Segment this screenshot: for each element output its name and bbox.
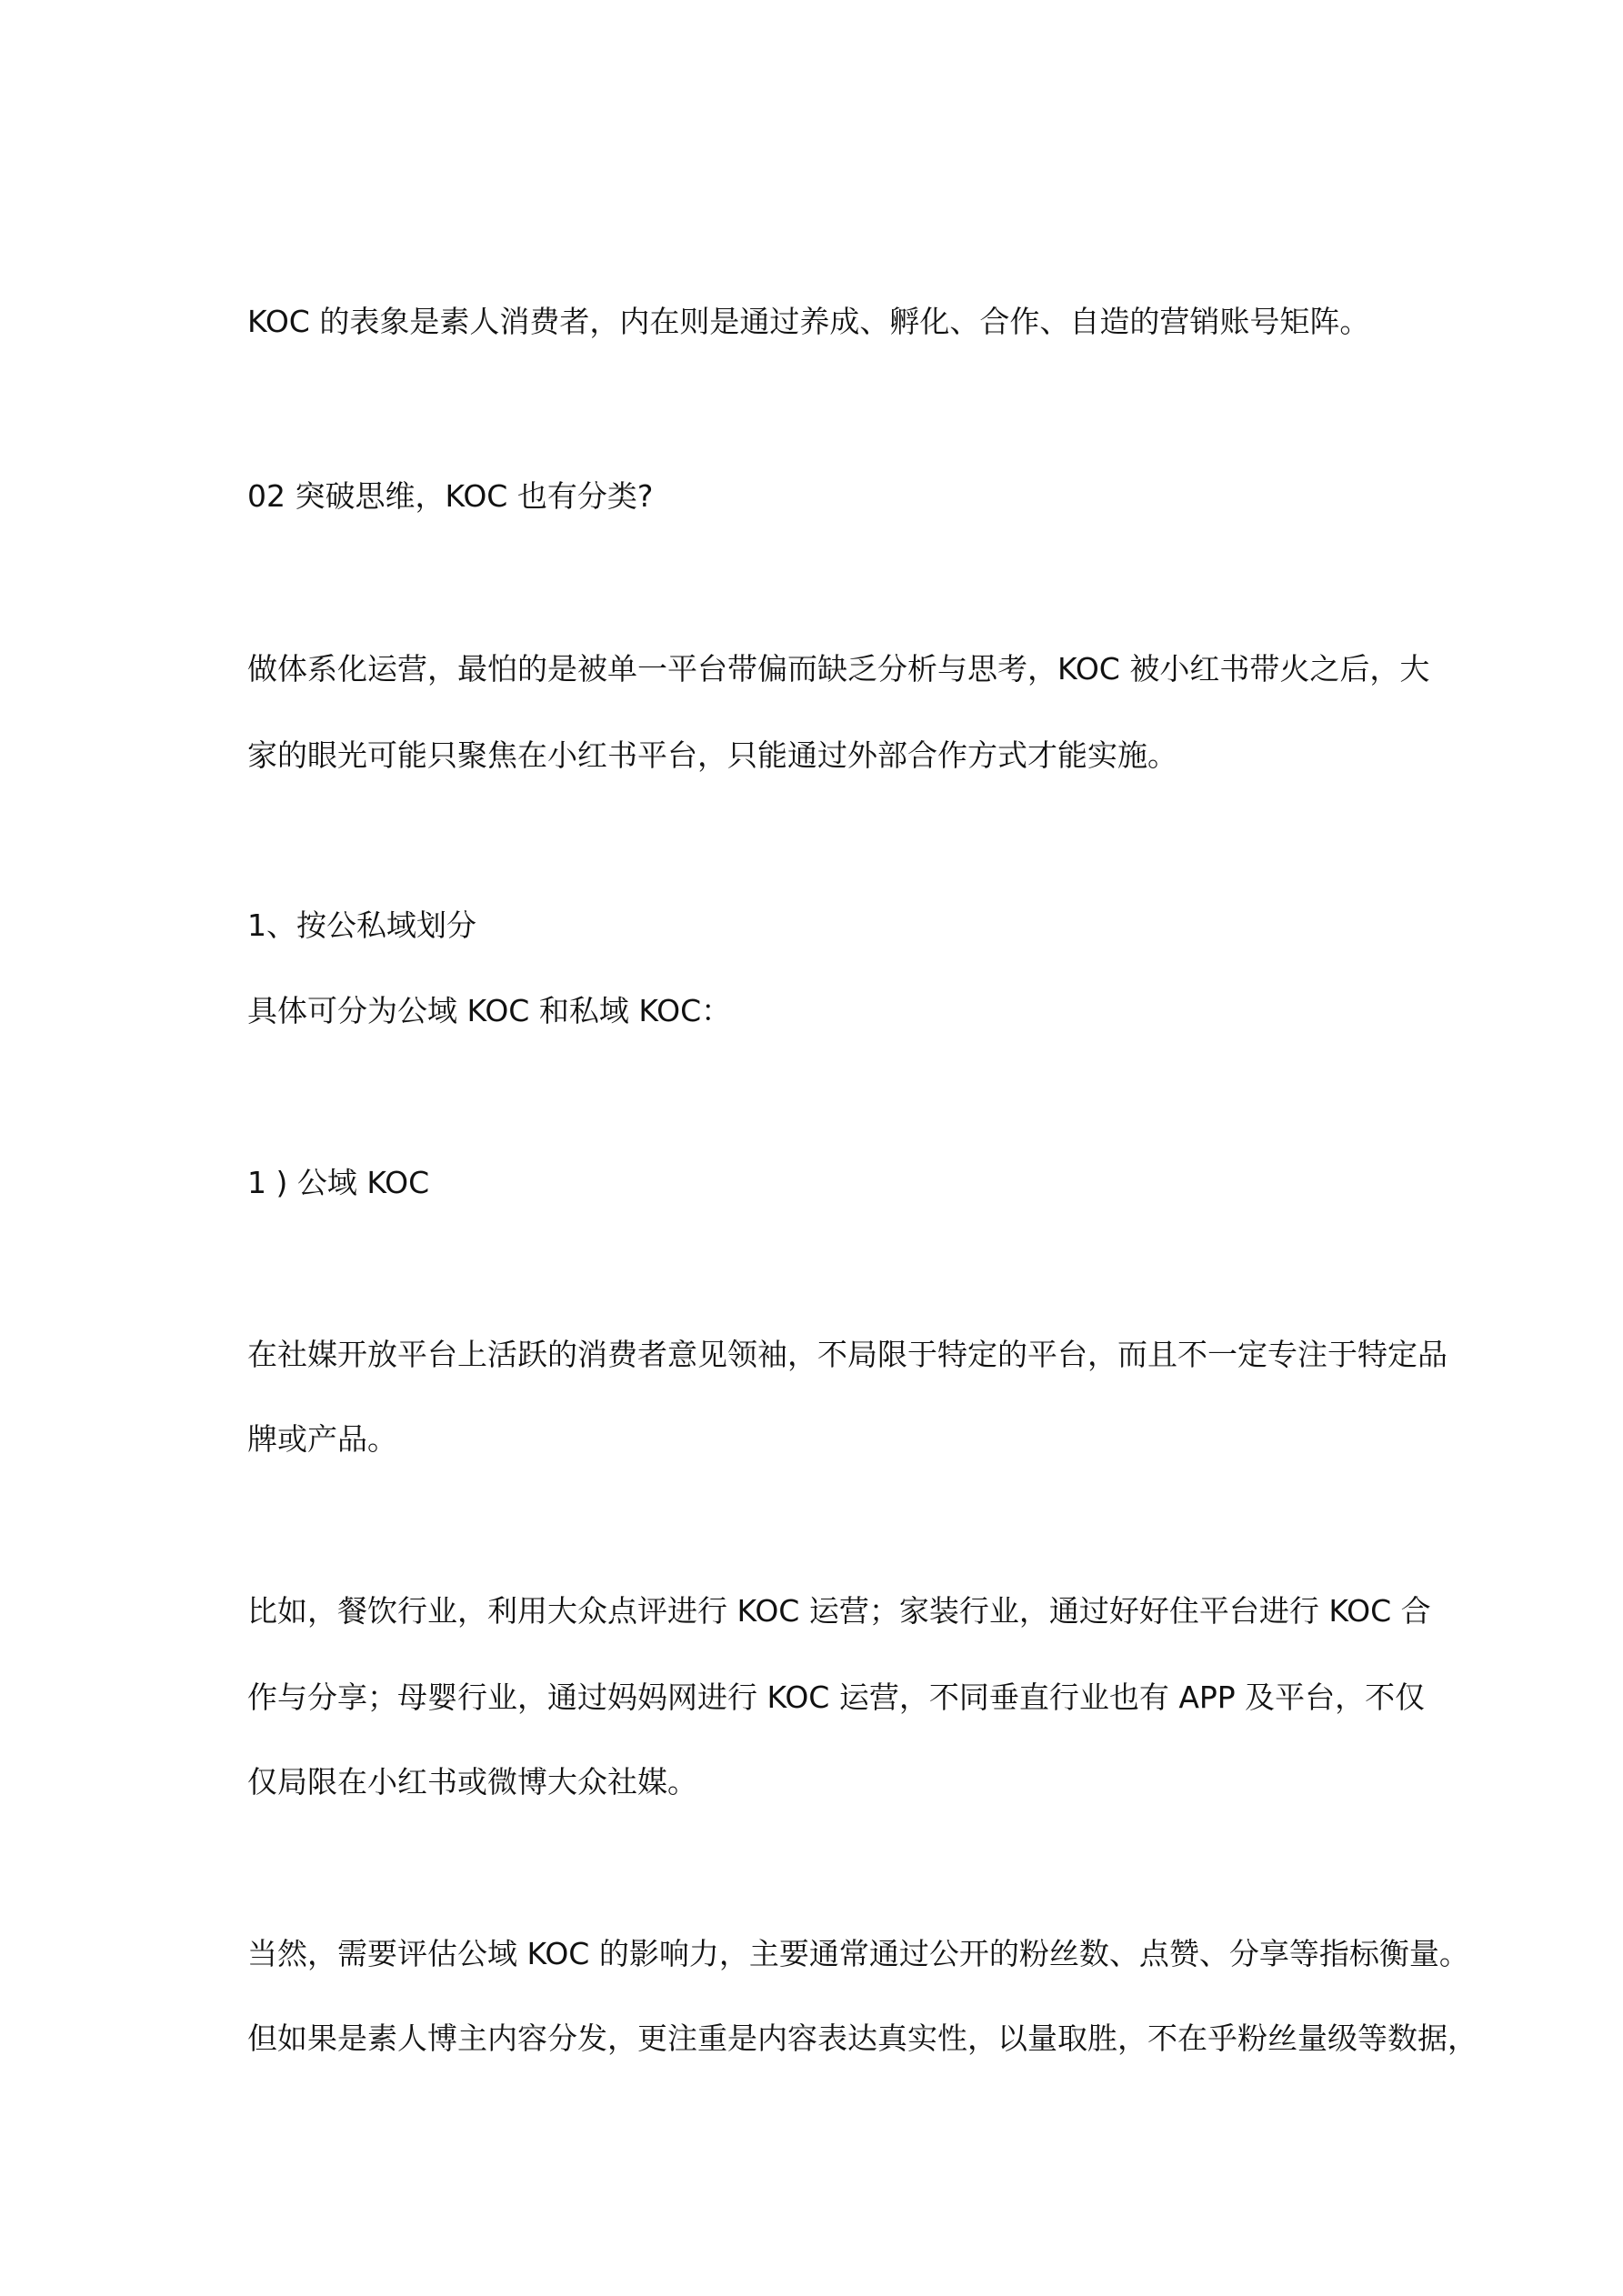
paragraph-public-koc-line-1: 在社媒开放平台上活跃的消费者意见领袖，不局限于特定的平台，而且不一定专注于特定品 <box>247 1337 1448 1372</box>
paragraph-system-ops-line-1: 做体系化运营，最怕的是被单一平台带偏而缺乏分析与思考，KOC 被小红书带火之后，大 <box>247 651 1430 687</box>
paragraph-koc-definition: KOC 的表象是素人消费者，内在则是通过养成、孵化、合作、自造的营销账号矩阵。 <box>247 304 1370 339</box>
paragraph-examples-line-1: 比如，餐饮行业，利用大众点评进行 KOC 运营；家装行业，通过好好住平台进行 KOC 合 <box>247 1593 1431 1629</box>
paragraph-public-koc-line-2: 牌或产品。 <box>247 1421 397 1457</box>
paragraph-examples-line-3: 仅局限在小红书或微博大众社媒。 <box>247 1764 697 1800</box>
subheading-public-koc: 1 ) 公域 KOC <box>247 1165 430 1200</box>
paragraph-evaluation-line-1: 当然，需要评估公域 KOC 的影响力，主要通常通过公开的粉丝数、点赞、分享等指标衡量。 <box>247 1936 1469 1971</box>
subheading-public-private: 1、按公私域划分 <box>247 907 476 943</box>
paragraph-system-ops-line-2: 家的眼光可能只聚焦在小红书平台，只能通过外部合作方式才能实施。 <box>247 737 1177 773</box>
paragraph-evaluation-line-2: 但如果是素人博主内容分发，更注重是内容表达真实性，以量取胜，不在乎粉丝量级等数据， <box>247 2020 1478 2056</box>
paragraph-classification-intro: 具体可分为公域 KOC 和私域 KOC： <box>247 993 732 1028</box>
section-heading-02: 02 突破思维，KOC 也有分类? <box>247 478 654 514</box>
paragraph-examples-line-2: 作与分享；母婴行业，通过妈妈网进行 KOC 运营，不同垂直行业也有 APP 及平台，不仅 <box>247 1679 1426 1715</box>
